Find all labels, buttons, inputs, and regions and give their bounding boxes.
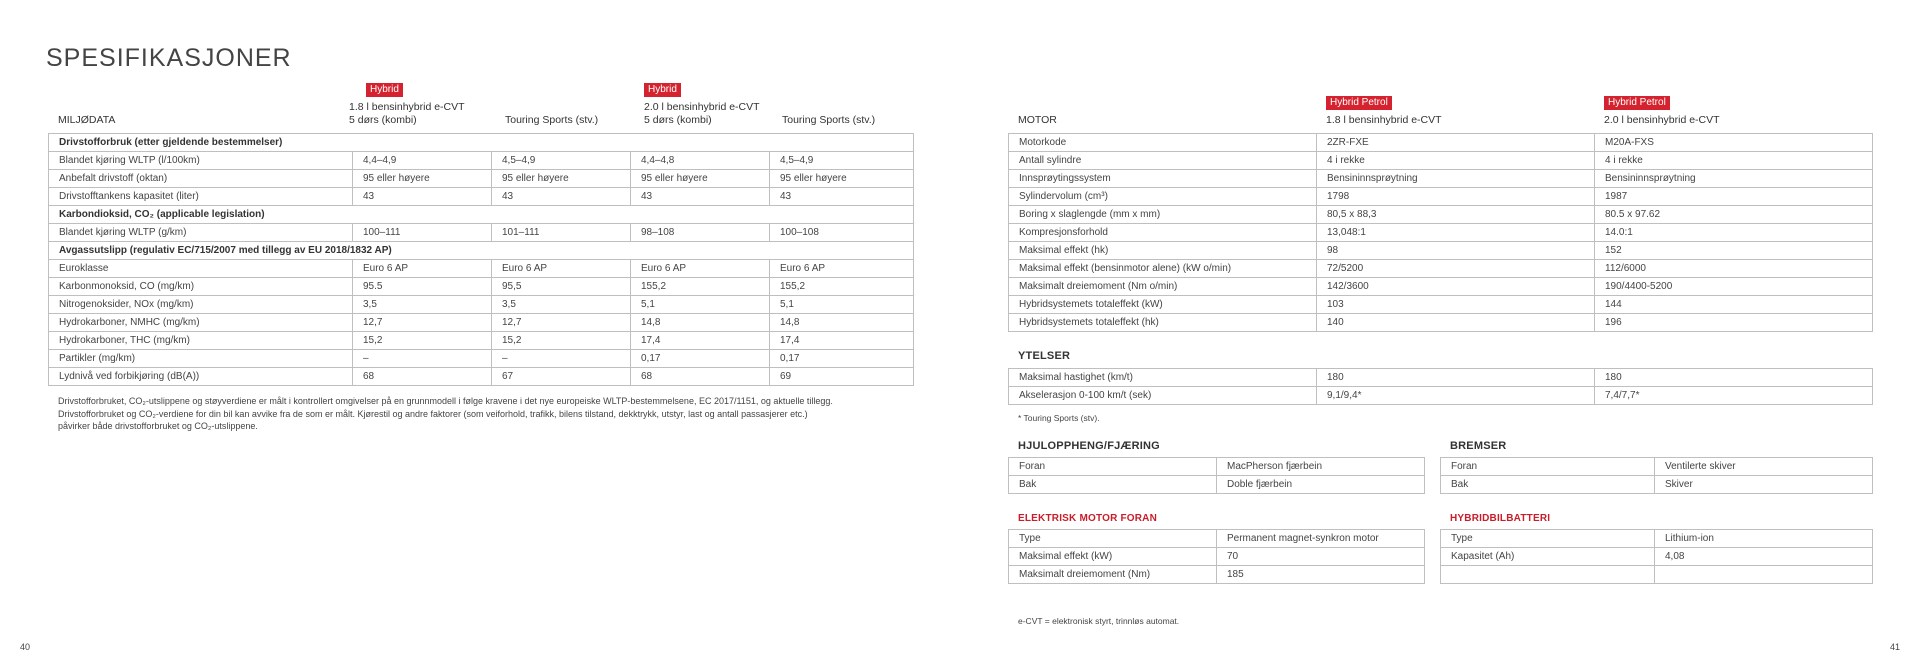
cell-value: 80,5 x 88,3 xyxy=(1317,206,1595,224)
cell-value: 144 xyxy=(1595,296,1873,314)
table-row xyxy=(1009,530,1425,548)
cell-value: 12,7 xyxy=(353,314,492,332)
cell-value: 98–108 xyxy=(631,224,770,242)
cell-value: Euro 6 AP xyxy=(353,260,492,278)
table-row xyxy=(1441,530,1873,548)
cell-value xyxy=(1655,566,1873,584)
table-row xyxy=(1009,458,1425,476)
table-row xyxy=(1009,170,1873,188)
row-label: Bak xyxy=(1009,476,1217,494)
table-row xyxy=(1009,152,1873,170)
battery-heading: HYBRIDBILBATTERI xyxy=(1450,513,1551,524)
cell-value: 100–108 xyxy=(770,224,914,242)
row-label: Type xyxy=(1441,530,1655,548)
row-label: Lydnivå ved forbikjøring (dB(A)) xyxy=(49,368,353,386)
motor-header xyxy=(1008,93,1872,133)
cell-value: 152 xyxy=(1595,242,1873,260)
cell-value: 13,048:1 xyxy=(1317,224,1595,242)
cell-value: 2ZR-FXE xyxy=(1317,134,1595,152)
hybrid-badge: Hybrid xyxy=(366,83,403,97)
environment-table xyxy=(48,133,914,386)
cell-value: – xyxy=(492,350,631,368)
row-label: Foran xyxy=(1009,458,1217,476)
cell-value: 17,4 xyxy=(631,332,770,350)
row-label: Karbonmonoksid, CO (mg/km) xyxy=(49,278,353,296)
row-label: Antall sylindre xyxy=(1009,152,1317,170)
page-number: 40 xyxy=(20,642,31,652)
row-label: Kapasitet (Ah) xyxy=(1441,548,1655,566)
row-label: Maksimal effekt (kW) xyxy=(1009,548,1217,566)
cell-value: 9,1/9,4* xyxy=(1317,387,1595,405)
table-row xyxy=(49,260,914,278)
cell-value: 43 xyxy=(353,188,492,206)
table-row xyxy=(1441,476,1873,494)
suspension-table xyxy=(1008,457,1425,494)
cell-value: 68 xyxy=(631,368,770,386)
hybrid-petrol-badge: Hybrid Petrol xyxy=(1604,96,1670,110)
page-title: SPESIFIKASJONER xyxy=(46,44,292,72)
table-row xyxy=(1009,224,1873,242)
cell-value: 5,1 xyxy=(770,296,914,314)
cell-value: 95,5 xyxy=(492,278,631,296)
cell-value: 4 i rekke xyxy=(1595,152,1873,170)
performance-table xyxy=(1008,368,1873,405)
row-label: Boring x slaglengde (mm x mm) xyxy=(1009,206,1317,224)
row-label: Maksimal effekt (hk) xyxy=(1009,242,1317,260)
table-row xyxy=(1009,278,1873,296)
table-row xyxy=(49,332,914,350)
column-body-label: 5 dørs (kombi) xyxy=(644,114,712,126)
row-label xyxy=(1441,566,1655,584)
performance-footnote: * Touring Sports (stv). xyxy=(1018,413,1100,423)
table-row xyxy=(1009,566,1425,584)
row-label: Hybridsystemets totaleffekt (kW) xyxy=(1009,296,1317,314)
table-row xyxy=(49,314,914,332)
table-row xyxy=(49,296,914,314)
column-engine-label: 2.0 l bensinhybrid e-CVT xyxy=(644,101,760,113)
table-row xyxy=(1009,188,1873,206)
table-row xyxy=(49,278,914,296)
table-row xyxy=(1009,387,1873,405)
table-row xyxy=(1009,134,1873,152)
row-label: Akselerasjon 0-100 km/t (sek) xyxy=(1009,387,1317,405)
row-label: Maksimalt dreiemoment (Nm) xyxy=(1009,566,1217,584)
cell-value: Permanent magnet-synkron motor xyxy=(1217,530,1425,548)
table-row xyxy=(49,188,914,206)
row-label: Maksimal effekt (bensinmotor alene) (kW o/min) xyxy=(1009,260,1317,278)
cell-value: Bensininnsprøytning xyxy=(1317,170,1595,188)
cell-value: 72/5200 xyxy=(1317,260,1595,278)
row-label: Hydrokarboner, NMHC (mg/km) xyxy=(49,314,353,332)
cell-value: 4,5–4,9 xyxy=(770,152,914,170)
row-label: Kompresjonsforhold xyxy=(1009,224,1317,242)
ecvt-footnote: e-CVT = elektronisk styrt, trinnløs automat. xyxy=(1018,616,1180,626)
row-label: Foran xyxy=(1441,458,1655,476)
cell-value: Lithium-ion xyxy=(1655,530,1873,548)
cell-value: 98 xyxy=(1317,242,1595,260)
cell-value: 112/6000 xyxy=(1595,260,1873,278)
row-label: Sylindervolum (cm³) xyxy=(1009,188,1317,206)
table-row xyxy=(1009,476,1425,494)
row-label: Anbefalt drivstoff (oktan) xyxy=(49,170,353,188)
cell-value: 101–111 xyxy=(492,224,631,242)
table-row xyxy=(1009,548,1425,566)
cell-value: MacPherson fjærbein xyxy=(1217,458,1425,476)
table-row xyxy=(1441,548,1873,566)
motor-table xyxy=(1008,133,1873,332)
page-number: 41 xyxy=(1890,642,1901,652)
column-engine-label: 2.0 l bensinhybrid e-CVT xyxy=(1604,114,1720,126)
cell-value: 95 eller høyere xyxy=(770,170,914,188)
row-label: Euroklasse xyxy=(49,260,353,278)
table-row xyxy=(1009,369,1873,387)
cell-value: 3,5 xyxy=(492,296,631,314)
cell-value: M20A-FXS xyxy=(1595,134,1873,152)
cell-value: 4,08 xyxy=(1655,548,1873,566)
note-line: Drivstofforbruket, CO₂-utslippene og støyverdiene er målt i kontrollert omgivelser på en grunnmodell i følge kravene i det nye europeiske WLTP-bestemmelsene, EC 2017/1151, og aktuelle tillegg. xyxy=(58,396,833,406)
cell-value: 1798 xyxy=(1317,188,1595,206)
cell-value: 0,17 xyxy=(770,350,914,368)
environment-header xyxy=(48,80,912,128)
cell-value: 180 xyxy=(1595,369,1873,387)
table-row xyxy=(49,224,914,242)
cell-value: 43 xyxy=(631,188,770,206)
table-row xyxy=(1009,314,1873,332)
cell-value: 14.0:1 xyxy=(1595,224,1873,242)
table-row xyxy=(49,350,914,368)
cell-value: 190/4400-5200 xyxy=(1595,278,1873,296)
note-line: påvirker både drivstofforbruket og CO₂-utslippene. xyxy=(58,421,258,431)
row-label: Hybridsystemets totaleffekt (hk) xyxy=(1009,314,1317,332)
cell-value: 5,1 xyxy=(631,296,770,314)
table-row xyxy=(49,152,914,170)
hybrid-petrol-badge: Hybrid Petrol xyxy=(1326,96,1392,110)
cell-value: 185 xyxy=(1217,566,1425,584)
section-row xyxy=(49,134,914,152)
cell-value: 95 eller høyere xyxy=(631,170,770,188)
cell-value: 14,8 xyxy=(770,314,914,332)
column-engine-label: 1.8 l bensinhybrid e-CVT xyxy=(1326,114,1442,126)
cell-value: 68 xyxy=(353,368,492,386)
cell-value: 69 xyxy=(770,368,914,386)
battery-table xyxy=(1440,529,1873,584)
cell-value: 4,4–4,8 xyxy=(631,152,770,170)
cell-value: Doble fjærbein xyxy=(1217,476,1425,494)
row-label: Blandet kjøring WLTP (g/km) xyxy=(49,224,353,242)
table-row xyxy=(1009,260,1873,278)
motor-heading: MOTOR xyxy=(1018,114,1057,126)
brakes-heading: BREMSER xyxy=(1450,440,1507,452)
environment-heading: MILJØDATA xyxy=(58,114,116,126)
cell-value: 17,4 xyxy=(770,332,914,350)
cell-value: 15,2 xyxy=(353,332,492,350)
section-row xyxy=(49,242,914,260)
section-row xyxy=(49,206,914,224)
cell-value: 1987 xyxy=(1595,188,1873,206)
cell-value: 155,2 xyxy=(770,278,914,296)
cell-value: 4,4–4,9 xyxy=(353,152,492,170)
hybrid-badge: Hybrid xyxy=(644,83,681,97)
table-row xyxy=(1009,242,1873,260)
electric-motor-table xyxy=(1008,529,1425,584)
row-label: Nitrogenoksider, NOx (mg/km) xyxy=(49,296,353,314)
cell-value: 140 xyxy=(1317,314,1595,332)
cell-value: 3,5 xyxy=(353,296,492,314)
cell-value: Skiver xyxy=(1655,476,1873,494)
cell-value: 7,4/7,7* xyxy=(1595,387,1873,405)
cell-value: Euro 6 AP xyxy=(492,260,631,278)
cell-value: 12,7 xyxy=(492,314,631,332)
cell-value: 142/3600 xyxy=(1317,278,1595,296)
cell-value: 95 eller høyere xyxy=(353,170,492,188)
cell-value: Euro 6 AP xyxy=(631,260,770,278)
cell-value: 70 xyxy=(1217,548,1425,566)
row-label: Type xyxy=(1009,530,1217,548)
table-row xyxy=(1441,566,1873,584)
electric-motor-heading: ELEKTRISK MOTOR FORAN xyxy=(1018,513,1158,524)
cell-value: 95.5 xyxy=(353,278,492,296)
cell-value: Bensininnsprøytning xyxy=(1595,170,1873,188)
column-body-label: 5 dørs (kombi) xyxy=(349,114,417,126)
table-row xyxy=(49,368,914,386)
cell-value: – xyxy=(353,350,492,368)
cell-value: 15,2 xyxy=(492,332,631,350)
row-label: Hydrokarboner, THC (mg/km) xyxy=(49,332,353,350)
cell-value: 43 xyxy=(492,188,631,206)
column-body-label: Touring Sports (stv.) xyxy=(782,114,876,126)
cell-value: 103 xyxy=(1317,296,1595,314)
cell-value: 4,5–4,9 xyxy=(492,152,631,170)
section-title: Karbondioksid, CO₂ (applicable legislation) xyxy=(49,206,914,224)
environment-notes xyxy=(58,395,918,433)
column-body-label: Touring Sports (stv.) xyxy=(505,114,599,126)
column-engine-label: 1.8 l bensinhybrid e-CVT xyxy=(349,101,465,113)
row-label: Maksimal hastighet (km/t) xyxy=(1009,369,1317,387)
note-line: Drivstofforbruket og CO₂-verdiene for din bil kan avvike fra de som er målt. Kjørestil og andre faktorer (som veiforhold, trafikk, bilens tilstand, dekktrykk, utstyr, last og antall passasjerer etc.) xyxy=(58,408,808,419)
table-row xyxy=(1009,296,1873,314)
suspension-heading: HJULOPPHENG/FJÆRING xyxy=(1018,440,1160,452)
row-label: Motorkode xyxy=(1009,134,1317,152)
cell-value: 196 xyxy=(1595,314,1873,332)
cell-value: 14,8 xyxy=(631,314,770,332)
cell-value: 4 i rekke xyxy=(1317,152,1595,170)
table-row xyxy=(1441,458,1873,476)
cell-value: 80.5 x 97.62 xyxy=(1595,206,1873,224)
cell-value: 100–111 xyxy=(353,224,492,242)
table-row xyxy=(49,170,914,188)
cell-value: 43 xyxy=(770,188,914,206)
cell-value: Euro 6 AP xyxy=(770,260,914,278)
row-label: Blandet kjøring WLTP (l/100km) xyxy=(49,152,353,170)
cell-value: Ventilerte skiver xyxy=(1655,458,1873,476)
section-title: Drivstofforbruk (etter gjeldende bestemmelser) xyxy=(49,134,914,152)
cell-value: 180 xyxy=(1317,369,1595,387)
cell-value: 0,17 xyxy=(631,350,770,368)
section-title: Avgassutslipp (regulativ EC/715/2007 med tillegg av EU 2018/1832 AP) xyxy=(49,242,914,260)
cell-value: 95 eller høyere xyxy=(492,170,631,188)
cell-value: 155,2 xyxy=(631,278,770,296)
row-label: Drivstofftankens kapasitet (liter) xyxy=(49,188,353,206)
row-label: Partikler (mg/km) xyxy=(49,350,353,368)
row-label: Maksimalt dreiemoment (Nm o/min) xyxy=(1009,278,1317,296)
performance-heading: YTELSER xyxy=(1018,350,1071,362)
row-label: Bak xyxy=(1441,476,1655,494)
brakes-table xyxy=(1440,457,1873,494)
table-row xyxy=(1009,206,1873,224)
cell-value: 67 xyxy=(492,368,631,386)
row-label: Innsprøytingssystem xyxy=(1009,170,1317,188)
